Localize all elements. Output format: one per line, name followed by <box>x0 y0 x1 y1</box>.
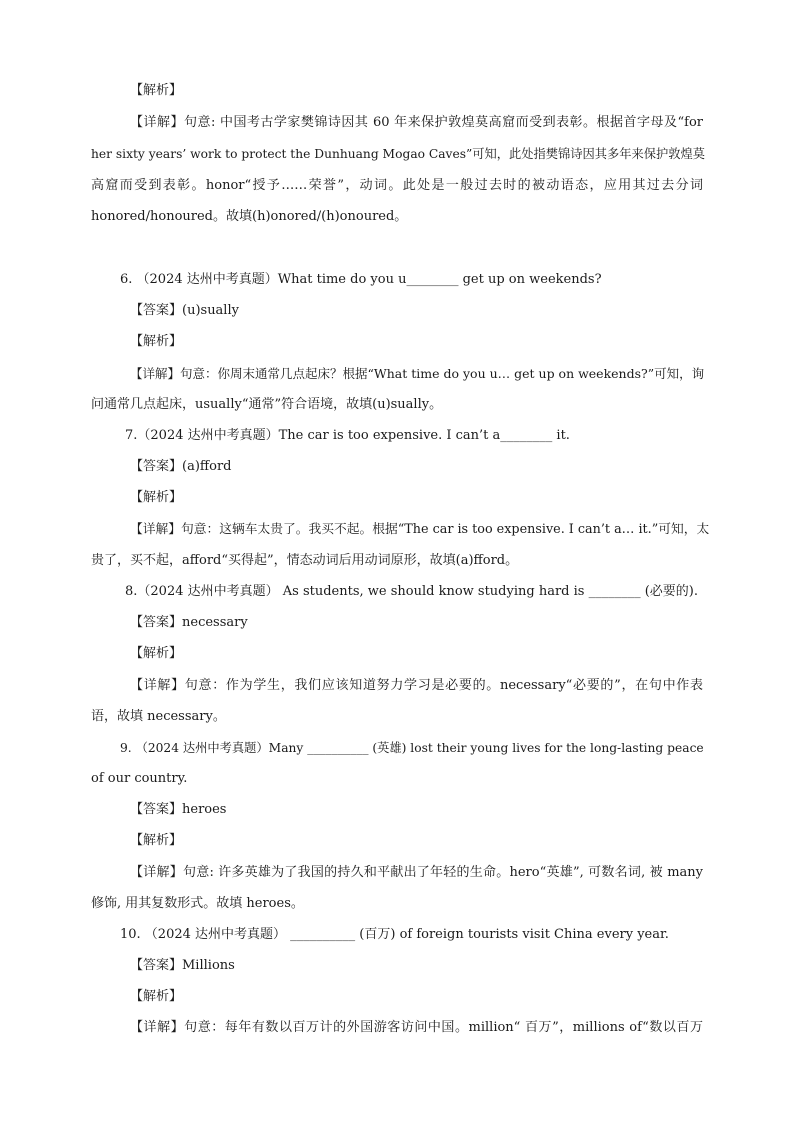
explanation-line: honored/honoured。故填(h)onored/(h)onoured。 <box>91 209 408 224</box>
explanation-line: 问通常几点起床，usually“通常”符合语境，故填(u)sually。 <box>91 397 443 412</box>
explanation-line: 高窟而受到表彰。honor“授予……荣誉”，动词。此处是一般过去时的被动语态，应用其过去分词 <box>91 178 703 193</box>
explanation-line: 【详解】句意：作为学生，我们应该知道努力学习是必要的。necessary“必要的”，在句中作表 <box>130 678 703 693</box>
explanation-line: 【详解】句意：每年有数以百万计的外国游客访问中国。million“ 百万”，millions of“数以百万 <box>130 1020 703 1035</box>
explanation-line: 修饰, 用其复数形式。故填 heroes。 <box>91 896 304 911</box>
explanation-line: 贵了，买不起，afford“买得起”，情态动词后用动词原形，故填(a)fford。 <box>91 553 519 568</box>
answer-10: 【答案】Millions <box>130 958 235 973</box>
explanation-line: 【详解】句意：这辆车太贵了。我买不起。根据“The car is too expensive. I can’t a… it.”可知，太 <box>130 522 710 537</box>
answer-8: 【答案】necessary <box>130 615 248 630</box>
explanation-line: 语，故填 necessary。 <box>91 709 226 724</box>
analysis-label: 【解析】 <box>130 83 183 98</box>
analysis-label: 【解析】 <box>130 334 183 349</box>
analysis-label: 【解析】 <box>130 490 183 505</box>
analysis-label: 【解析】 <box>130 989 183 1004</box>
question-6: 6. （2024 达州中考真题）What time do you u________ get up on weekends? <box>120 272 602 287</box>
analysis-label: 【解析】 <box>130 646 183 661</box>
answer-9: 【答案】heroes <box>130 802 227 817</box>
explanation-line: 【详解】句意: 中国考古学家樊锦诗因其 60 年来保护敦煌莫高窟而受到表彰。根据首字母及“for <box>130 115 703 130</box>
question-10: 10. （2024 达州中考真题） __________ (百万) of foreign tourists visit China every year. <box>120 927 669 942</box>
explanation-line: her sixty years’ work to protect the Dunhuang Mogao Caves”可知，此处指樊锦诗因其多年来保护敦煌莫 <box>91 147 706 161</box>
answer-6: 【答案】(u)sually <box>130 303 239 318</box>
analysis-label: 【解析】 <box>130 833 183 848</box>
question-8: 8.（2024 达州中考真题） As students, we should know studying hard is ________ (必要的). <box>125 584 698 599</box>
answer-7: 【答案】(a)fford <box>130 459 232 474</box>
question-9: 9. （2024 达州中考真题）Many __________ (英雄) lost their young lives for the long-lasting peace <box>120 741 704 755</box>
question-7: 7.（2024 达州中考真题）The car is too expensive. I can’t a________ it. <box>125 428 570 443</box>
explanation-line: 【详解】句意: 许多英雄为了我国的持久和平献出了年轻的生命。hero“英雄”, 可数名词, 被 many <box>130 865 703 880</box>
explanation-line: 【详解】句意：你周末通常几点起床？根据“What time do you u… get up on weekends?”可知，询 <box>130 366 705 381</box>
question-9-cont: of our country. <box>91 771 188 786</box>
